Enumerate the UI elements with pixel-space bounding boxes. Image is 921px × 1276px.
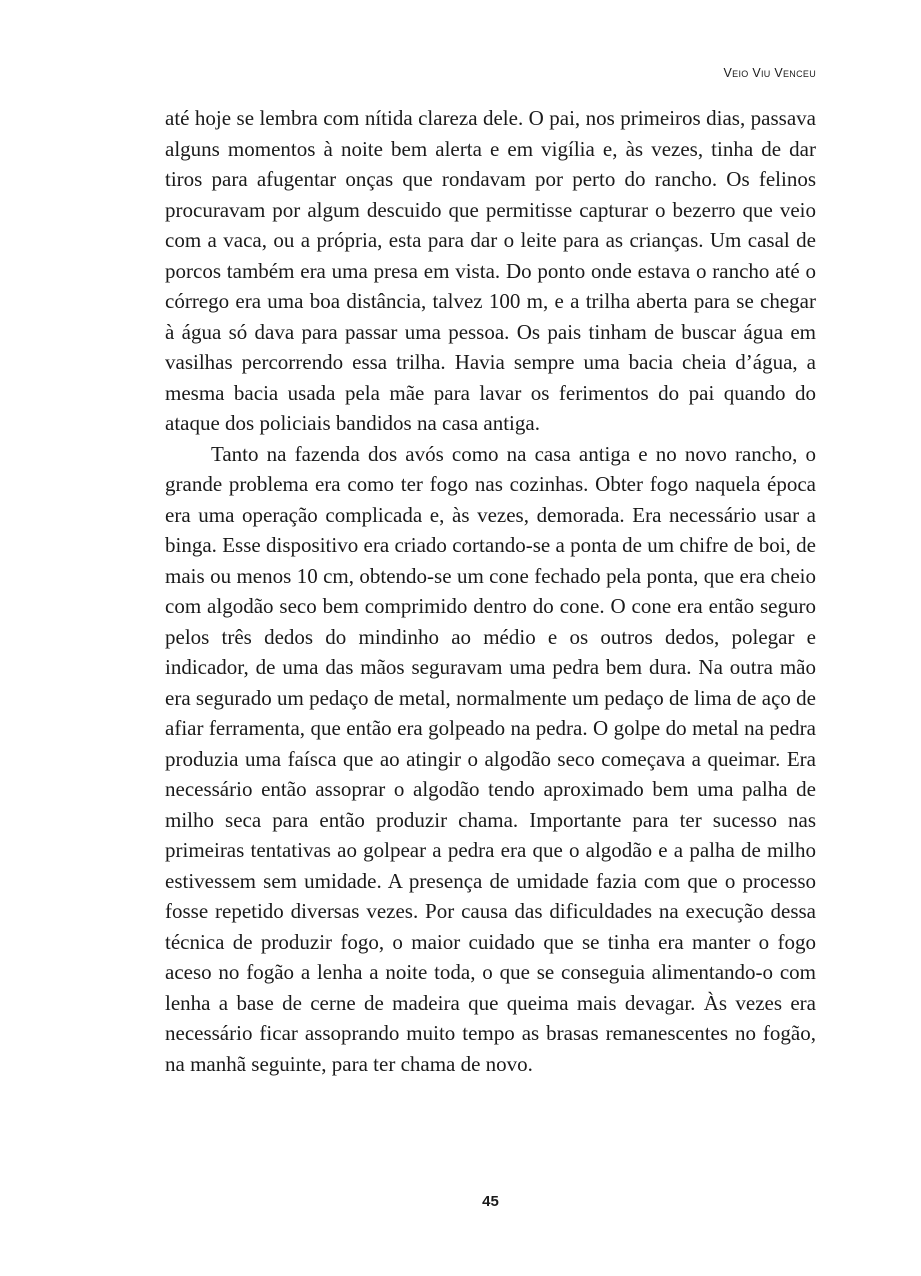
running-head: Veio Viu Venceu bbox=[723, 66, 816, 80]
page-number: 45 bbox=[482, 1193, 499, 1210]
body-text bbox=[165, 103, 816, 1079]
paragraph-continued: até hoje se lembra com nítida clareza dele. O pai, nos primeiros dias, passava alguns momentos à noite bem alerta e em vigília e, às vezes, tinha de dar tiros para afugentar onças que rondavam por perto do rancho. Os felinos procuravam por algum descuido que permitisse capturar o bezerro que veio com a vaca, ou a própria, esta para dar o leite para as crianças. Um casal de porcos também era uma presa em vista. Do ponto onde estava o rancho até o córrego era uma boa distância, talvez 100 m, e a trilha aberta para se chegar à água só dava para passar uma pessoa. Os pais tinham de buscar água em vasilhas percorrendo essa trilha. Havia sempre uma bacia cheia d’água, a mesma bacia usada pela mãe para lavar os ferimentos do pai quando do ataque dos policiais bandidos na casa antiga. bbox=[165, 106, 816, 435]
paragraph-fire-making: Tanto na fazenda dos avós como na casa antiga e no novo rancho, o grande problema era como ter fogo nas cozinhas. Obter fogo naquela época era uma operação complicada e, às vezes, demorada. Era necessário usar a binga. Esse dispositivo era criado cortando-se a ponta de um chifre de boi, de mais ou menos 10 cm, obtendo-se um cone fechado pela ponta, que era cheio com algodão seco bem comprimido dentro do cone. O cone era então seguro pelos três dedos do mindinho ao médio e os outros dedos, polegar e indicador, de uma das mãos seguravam uma pedra bem dura. Na outra mão era segurado um pedaço de metal, normalmente um pedaço de lima de aço de afiar ferramenta, que então era golpeado na pedra. O golpe do metal na pedra produzia uma faísca que ao atingir o algodão seco começava a queimar. Era necessário então assoprar o algodão tendo aproximado bem uma palha de milho seca para então produzir chama. Importante para ter sucesso nas primeiras tentativas ao golpear a pedra era que o algodão e a palha de milho estivessem sem umidade. A presença de umidade fazia com que o processo fosse repetido diversas vezes. Por causa das dificuldades na execução dessa técnica de produzir fogo, o maior cuidado que se tinha era manter o fogo aceso no fogão a lenha a noite toda, o que se conseguia alimentando-o com lenha a base de cerne de madeira que queima mais devagar. Às vezes era necessário ficar assoprando muito tempo as brasas remanescentes no fogão, na manhã seguinte, para ter chama de novo. bbox=[165, 441, 816, 1076]
